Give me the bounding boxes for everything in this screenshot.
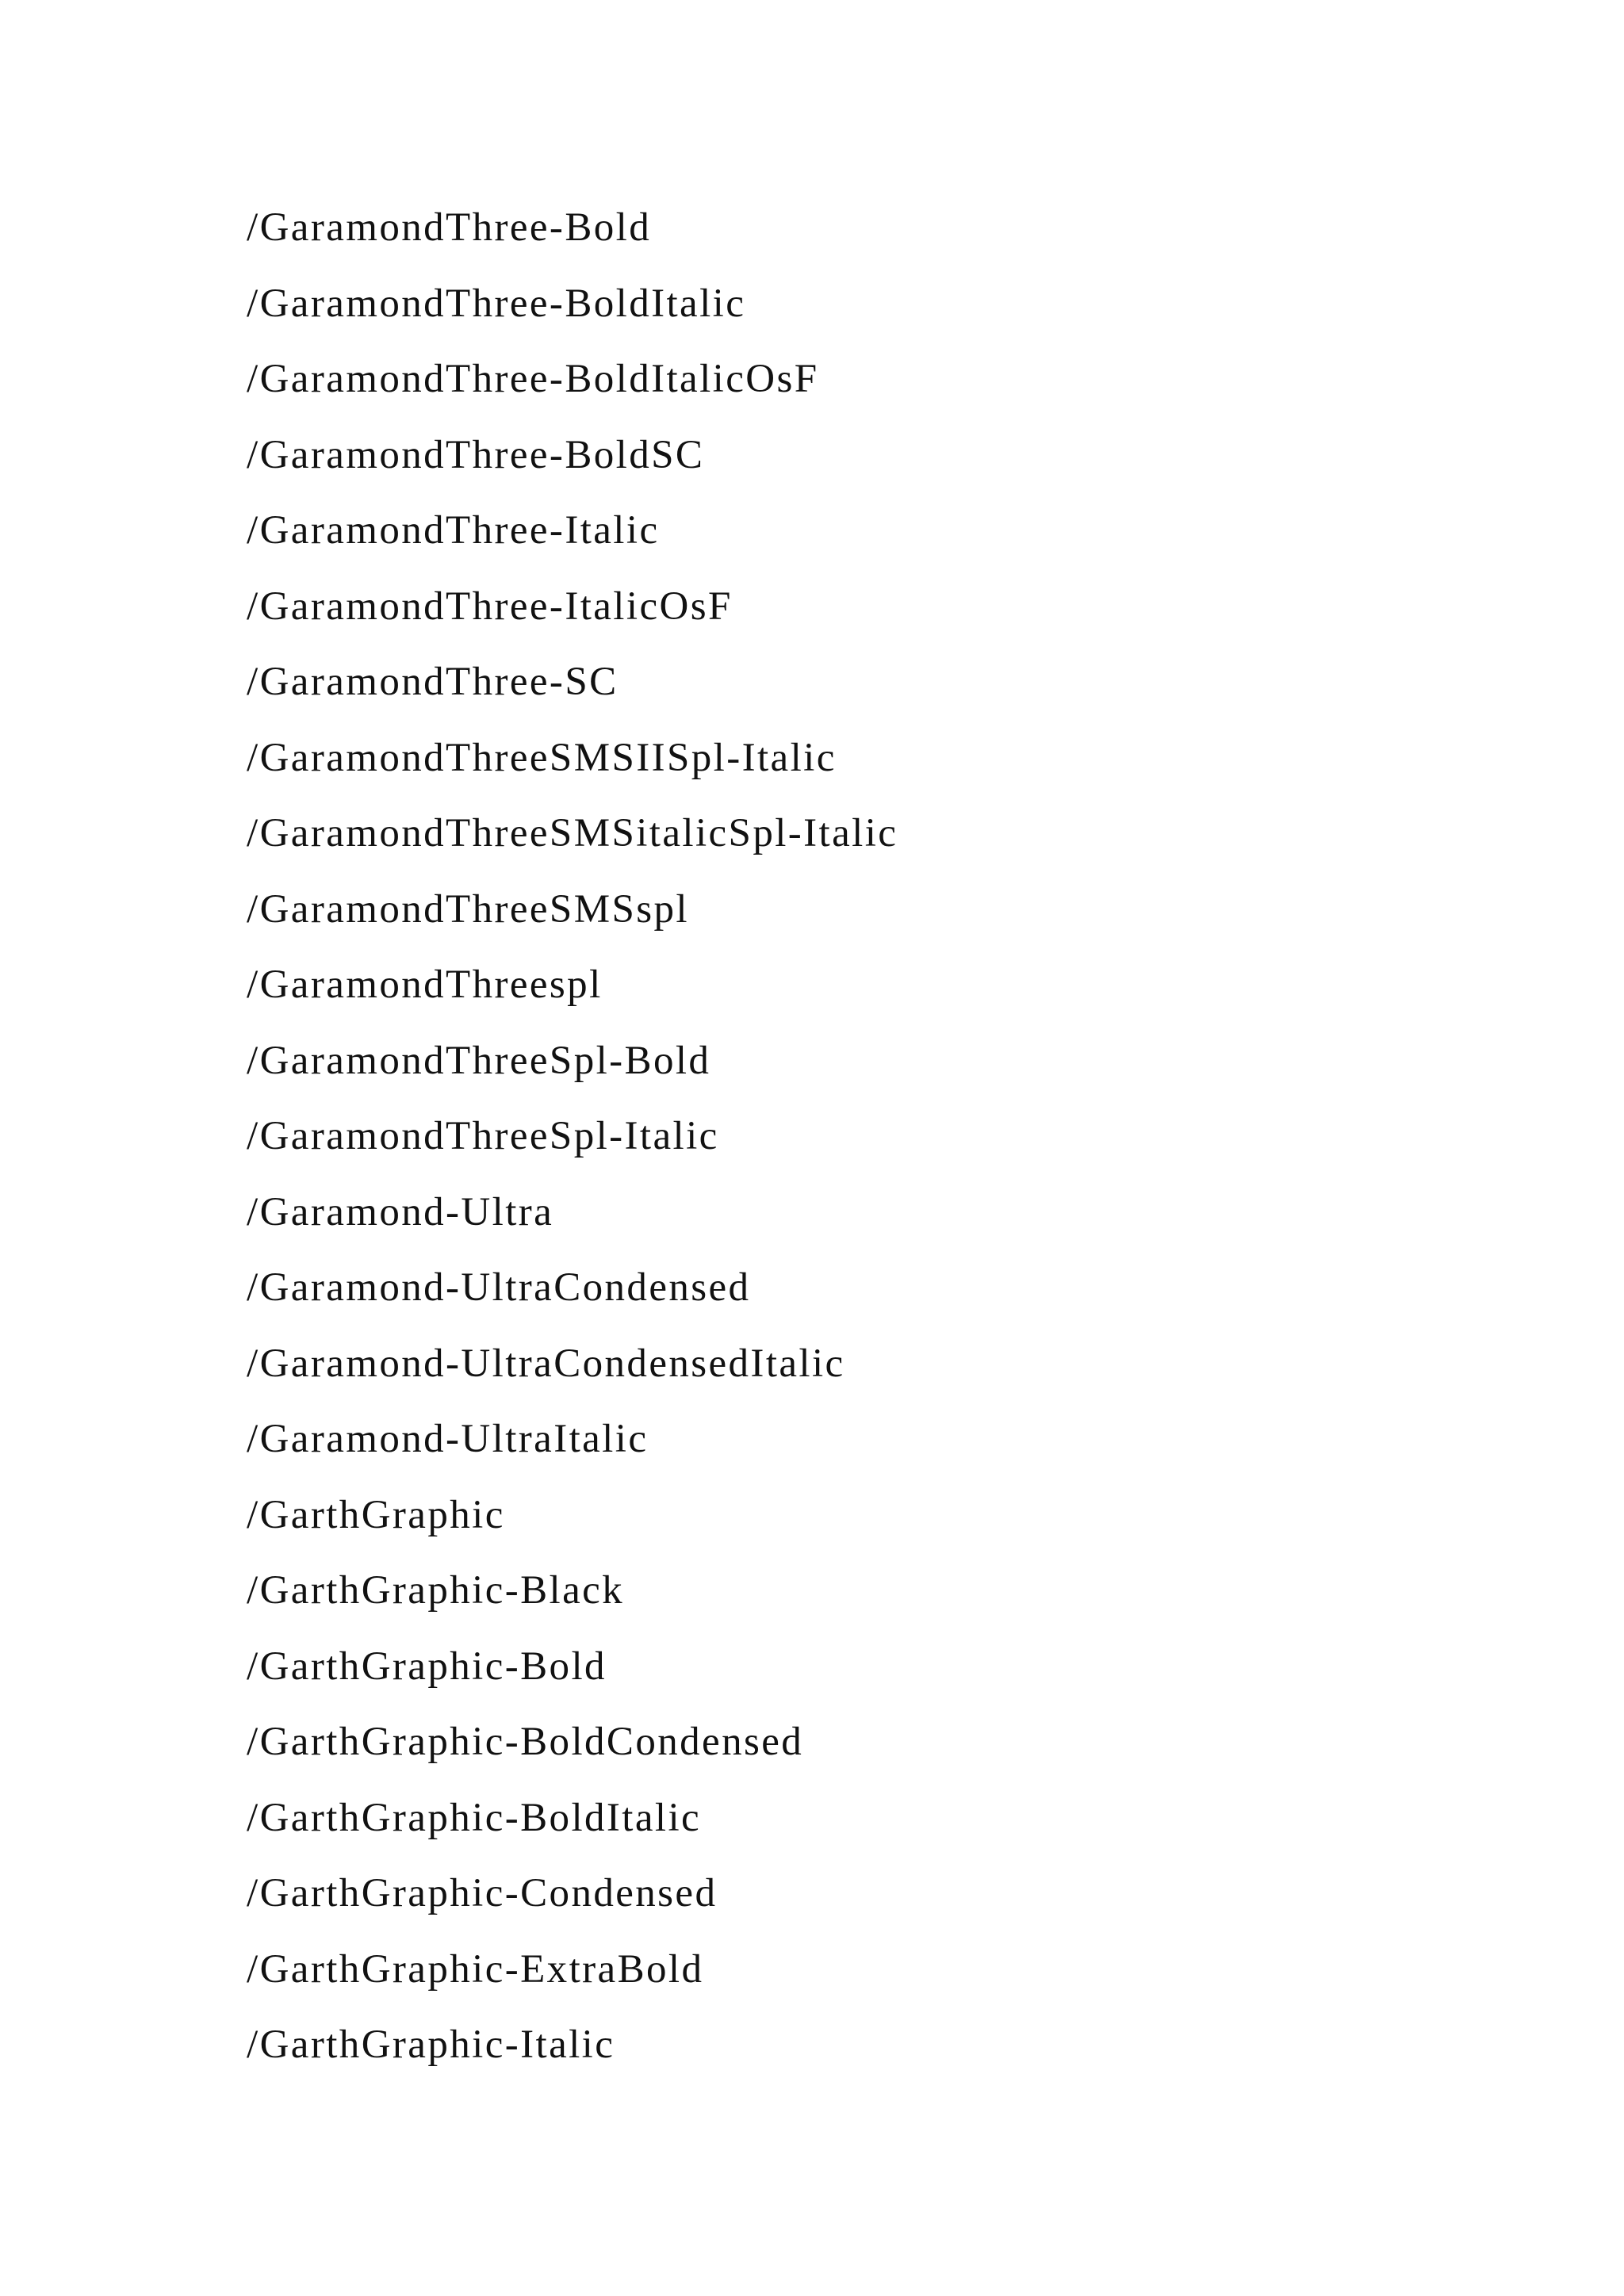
list-item: /GaramondThree-BoldItalicOsF <box>247 357 819 401</box>
list-item: /GaramondThree-Bold <box>247 205 652 250</box>
list-item: /GarthGraphic-ExtraBold <box>247 1946 704 1992</box>
list-item: /Garamond-UltraCondensedItalic <box>247 1341 845 1386</box>
list-item: /GaramondThreeSMSitalicSpl-Italic <box>247 811 898 855</box>
list-item: /GaramondThreespl <box>247 962 603 1007</box>
list-item: /GaramondThreeSMSspl <box>247 886 689 932</box>
list-item: /GaramondThreeSMSIISpl-Italic <box>247 735 837 780</box>
list-item: /GaramondThree-ItalicOsF <box>247 584 733 629</box>
list-item: /GaramondThree-BoldItalic <box>247 281 746 326</box>
list-item: /Garamond-UltraItalic <box>247 1417 649 1461</box>
list-item: /GarthGraphic-Black <box>247 1568 625 1613</box>
list-item: /Garamond-UltraCondensed <box>247 1265 751 1310</box>
list-item: /GarthGraphic-Condensed <box>247 1871 718 1915</box>
list-item: /Garamond-Ultra <box>247 1189 554 1234</box>
list-item: /GarthGraphic <box>247 1492 505 1537</box>
list-item: /GaramondThree-SC <box>247 660 619 704</box>
list-item: /GaramondThree-BoldSC <box>247 432 705 477</box>
list-item: /GarthGraphic-BoldItalic <box>247 1795 702 1840</box>
list-item: /GaramondThreeSpl-Italic <box>247 1114 719 1158</box>
list-item: /GaramondThreeSpl-Bold <box>247 1038 711 1083</box>
list-item: /GarthGraphic-BoldCondensed <box>247 1720 804 1764</box>
list-item: /GarthGraphic-Italic <box>247 2022 615 2067</box>
list-item: /GarthGraphic-Bold <box>247 1644 607 1689</box>
list-item: /GaramondThree-Italic <box>247 508 660 553</box>
font-name-list <box>247 190 898 2084</box>
